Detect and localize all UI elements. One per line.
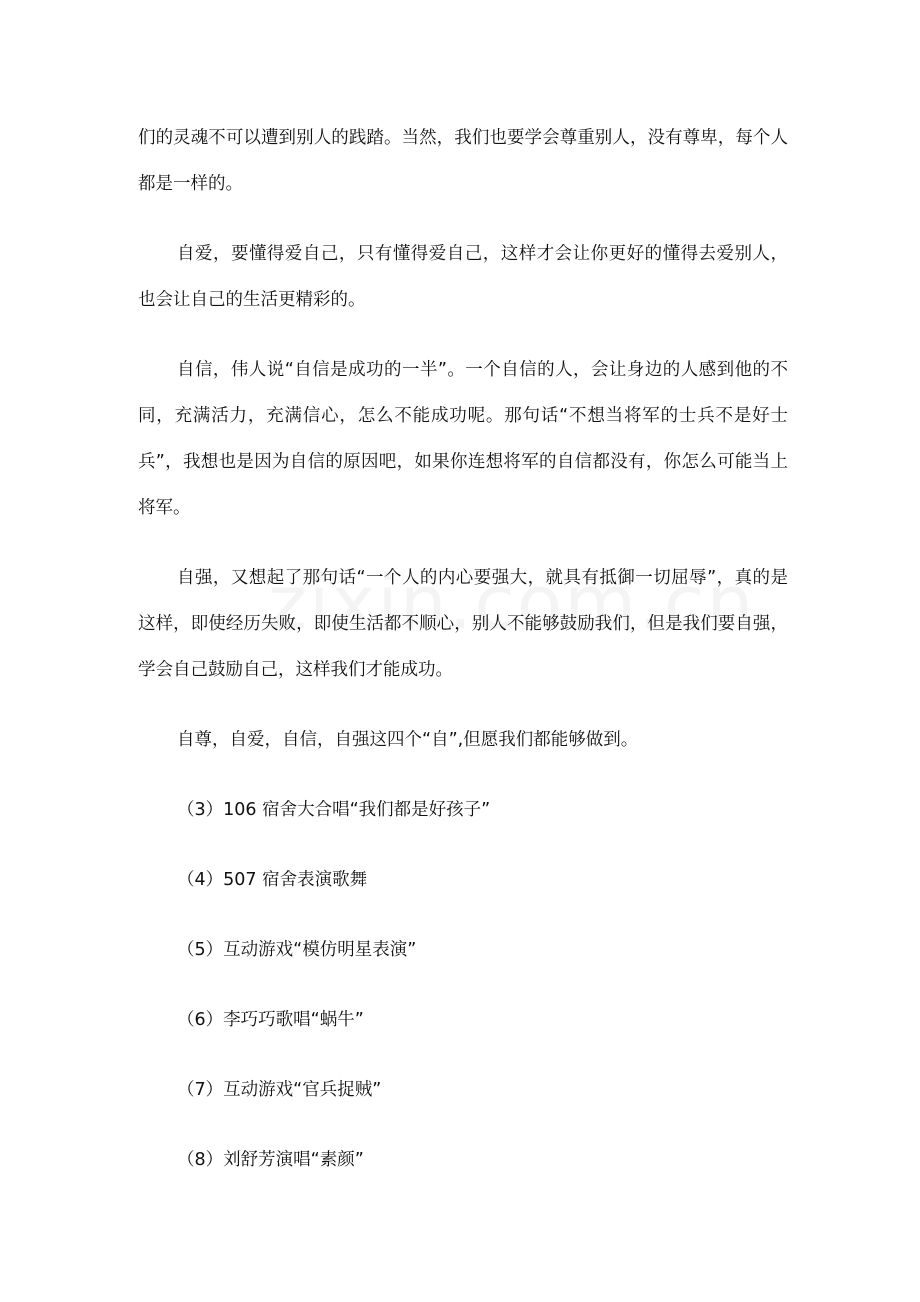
- program-item-8: （8）刘舒芳演唱“素颜”: [177, 1150, 364, 1170]
- program-item-6: （6）李巧巧歌唱“蜗牛”: [177, 1010, 364, 1030]
- document-body: [138, 115, 788, 1207]
- program-item-5: （5）互动游戏“模仿明星表演”: [177, 940, 417, 960]
- paragraph-summary: 自尊，自爱，自信，自强这四个“自”,但愿我们都能够做到。: [177, 730, 639, 750]
- program-item-4: （4）507 宿舍表演歌舞: [177, 870, 368, 890]
- paragraph-self-strength: 自强，又想起了那句话“一个人的内心要强大，就具有抵御一切屈辱”，真的是这样，即使经历失败，即使生活都不顺心，别人不能够鼓励我们，但是我们要自强，学会自己鼓励自己，这样我们才能成功。: [138, 568, 788, 680]
- paragraph-continued: 们的灵魂不可以遭到别人的践踏。当然，我们也要学会尊重别人，没有尊卑，每个人都是一样的。: [138, 128, 788, 194]
- program-item-3: （3）106 宿舍大合唱“我们都是好孩子”: [177, 800, 491, 820]
- paragraph-self-confidence: 自信，伟人说“自信是成功的一半”。一个自信的人，会让身边的人感到他的不同，充满活力，充满信心，怎么不能成功呢。那句话“不想当将军的士兵不是好士兵”，我想也是因为自信的原因吧，如果你连想将军的自信都没有，你怎么可能当上将军。: [138, 360, 788, 518]
- program-item-7: （7）互动游戏“官兵捉贼”: [177, 1080, 382, 1100]
- paragraph-self-love: 自爱，要懂得爱自己，只有懂得爱自己，这样才会让你更好的懂得去爱别人，也会让自己的生活更精彩的。: [138, 244, 788, 310]
